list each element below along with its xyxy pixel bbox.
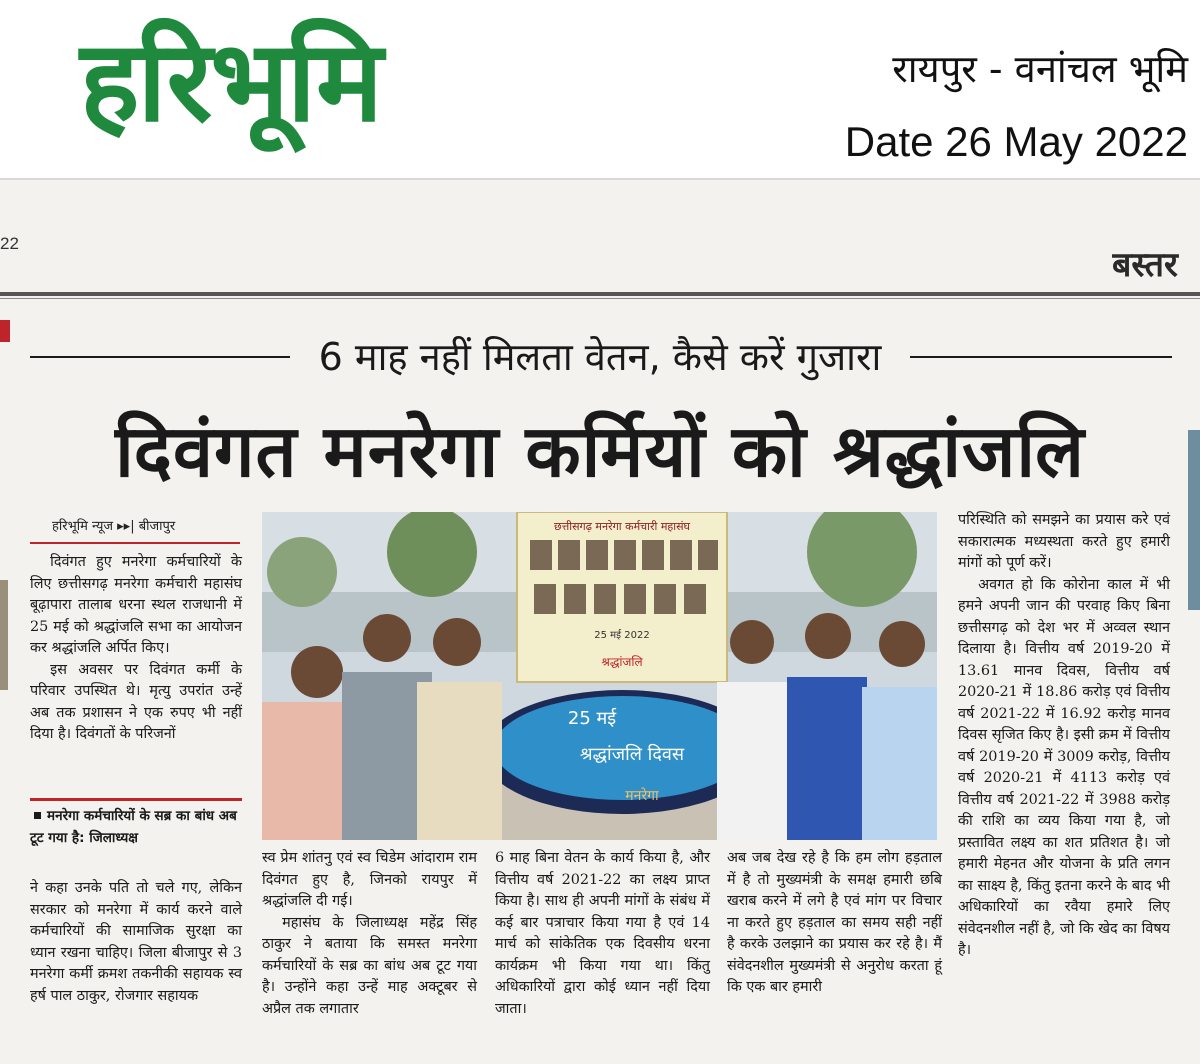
article-photo — [262, 512, 937, 840]
article-headline: दिवंगत मनरेगा कर्मियों को श्रद्धांजलि — [115, 409, 1085, 493]
edition-name: रायपुर - वनांचल भूमि — [892, 47, 1188, 91]
rangoli-text-footer: मनरेगा — [625, 788, 659, 804]
article-column-5 — [958, 510, 1170, 962]
section-name: बस्तर — [1112, 245, 1178, 285]
paragraph: ने कहा उनके पति तो चले गए, लेकिन सरकार को मनरेगा में कार्य करने वाले कर्मचारियों की सामाजिक सुरक्षा का ध्यान रखना चाहिए। जिला बीजापुर से 3 मनरेगा कर्मी क्रमश तकनीकी सहायक स्व हर्ष पाल ठाकुर, रोजगार सहायक — [30, 880, 242, 1004]
article-column-2 — [262, 848, 477, 1020]
article-byline: हरिभूमि न्यूज ▸▸| बीजापुर — [52, 519, 176, 534]
paragraph: 6 माह बिना वेतन के कार्य किया है, और वित्तीय वर्ष 2021-22 का लक्ष्य प्राप्त किया है। साथ ही अपनी मांगों के संबंध में कई बार पत्राचार किया गया है एवं 14 मार्च को सांकेतिक एक दिवसीय धरना कार्यक्रम भी किया गया था। किंतु अधिकारियों द्वारा कोई ध्यान नहीं दिया जाता। — [495, 850, 710, 1017]
rangoli-text-title: श्रद्धांजलि दिवस — [579, 744, 685, 765]
banner-title: छत्तीसगढ़ मनरेगा कर्मचारी महासंघ — [553, 520, 691, 533]
paragraph: अवगत हो कि कोरोना काल में भी हमने अपनी जान की परवाह किए बिना छत्तीसगढ़ को देश भर में अव्वल स्थान दिलाया है। वित्तीय वर्ष 2019-20 में 13.61 मानव दिवस, वित्तीय वर्ष 2020-21 में 18.86 करोड़ एवं वित्तीय वर्ष 2021-22 में 16.92 करोड़ मानव दिवस सृजित किए है। इसी क्रम में वित्तीय वर्ष 2019-20 में 3009 करोड़, वित्तीय वर्ष 2020-21 में 4113 करोड़ एवं वित्तीय वर्ष 2021-22 में 3988 करोड़ की राशि का व्यय किया गया है, जो प्रस्तावित लक्ष्य का शत प्रतिशत है। जो हमारी मेहनत और योजना के प्रति लगन का साक्ष्य है, किंतु इतना करने के बाद भी अधिकारियों का रवैया हमारे लिए संवेदनशील नहीं है, जो कि खेद का विषय है। — [958, 576, 1170, 958]
people-group-right — [717, 613, 937, 840]
adjacent-article-left — [0, 310, 14, 1050]
paragraph: महासंघ के जिलाध्यक्ष महेंद्र सिंह ठाकुर ने बताया कि समस्त मनरेगा कर्मचारियों के सब्र का बांध अब टूट गया है। उन्होंने कहा उन्हें माह अक्टूबर से अप्रैल तक लगातार — [262, 914, 477, 1017]
adjacent-photo-left — [0, 580, 8, 690]
paragraph: इस अवसर पर दिवंगत कर्मी के परिवार उपस्थित थे। मृत्यु उपरांत उन्हें अब तक प्रशासन ने एक रुपए भी नहीं दिया है। दिवंगतों के परिजनों — [30, 661, 242, 742]
newspaper-logo: हरिभूमि — [80, 17, 382, 147]
article-column-1 — [30, 552, 242, 746]
masthead — [0, 0, 1200, 178]
page-rule — [0, 292, 1200, 296]
photo-illustration — [262, 512, 937, 840]
pull-quote-text: मनरेगा कर्मचारियों के सब्र का बांध अब टूट गया है: जिलाध्यक्ष — [30, 808, 237, 846]
paragraph: परिस्थिति को समझने का प्रयास करे एवं सकारात्मक मध्यस्थता करते हुए हमारी मांगों को पूर्ण करें। — [958, 512, 1170, 571]
bullet-square-icon — [34, 812, 41, 819]
article-column-3 — [495, 848, 710, 1020]
byline-rule — [30, 542, 240, 544]
page-number: 22 — [0, 234, 19, 253]
adjacent-photo-right — [1188, 430, 1200, 610]
publication-date: Date 26 May 2022 — [844, 118, 1188, 165]
banner-footer: श्रद्धांजलि — [601, 655, 643, 669]
pull-quote — [30, 798, 242, 849]
rangoli-text-date: 25 मई — [567, 708, 617, 729]
article-column-1-continued — [30, 878, 242, 1007]
paragraph: दिवंगत हुए मनरेगा कर्मचारियों के लिए छत्तीसगढ़ मनरेगा कर्मचारी महासंघ बूढ़ापारा तालाब धरना स्थल राजधानी में 25 मई को श्रद्धांजलि सभा का आयोजन कर श्रद्धांजलि अर्पित किए। — [30, 554, 242, 656]
kicker-text: 6 माह नहीं मिलता वेतन, कैसे करें गुजारा — [318, 335, 882, 379]
paragraph: स्व प्रेम शांतनु एवं स्व चिडेम आंदाराम राम दिवंगत हुए है, जिनको रायपुर में श्रद्धांजलि दी गई। — [262, 850, 477, 909]
banner-date: 25 मई 2022 — [594, 630, 650, 641]
adjacent-article-right — [1188, 310, 1200, 1050]
newspaper-clipping — [0, 180, 1200, 1064]
page-rule-thin — [0, 298, 1200, 299]
paragraph: अब जब देख रहे है कि हम लोग हड़ताल में है तो मुख्यमंत्री के समक्ष हमारी छबि खराब करने में लगे है एवं मांग पर विचार ना करते हुए हड़ताल का समय सही नहीं है करके उलझाने का प्रयास कर रहे है। मैं संवेदनशील मुख्यमंत्री से अनुरोध करता हूं कि एक बार हमारी — [727, 850, 942, 995]
article-column-4 — [727, 848, 942, 999]
article-kicker — [0, 330, 1200, 382]
